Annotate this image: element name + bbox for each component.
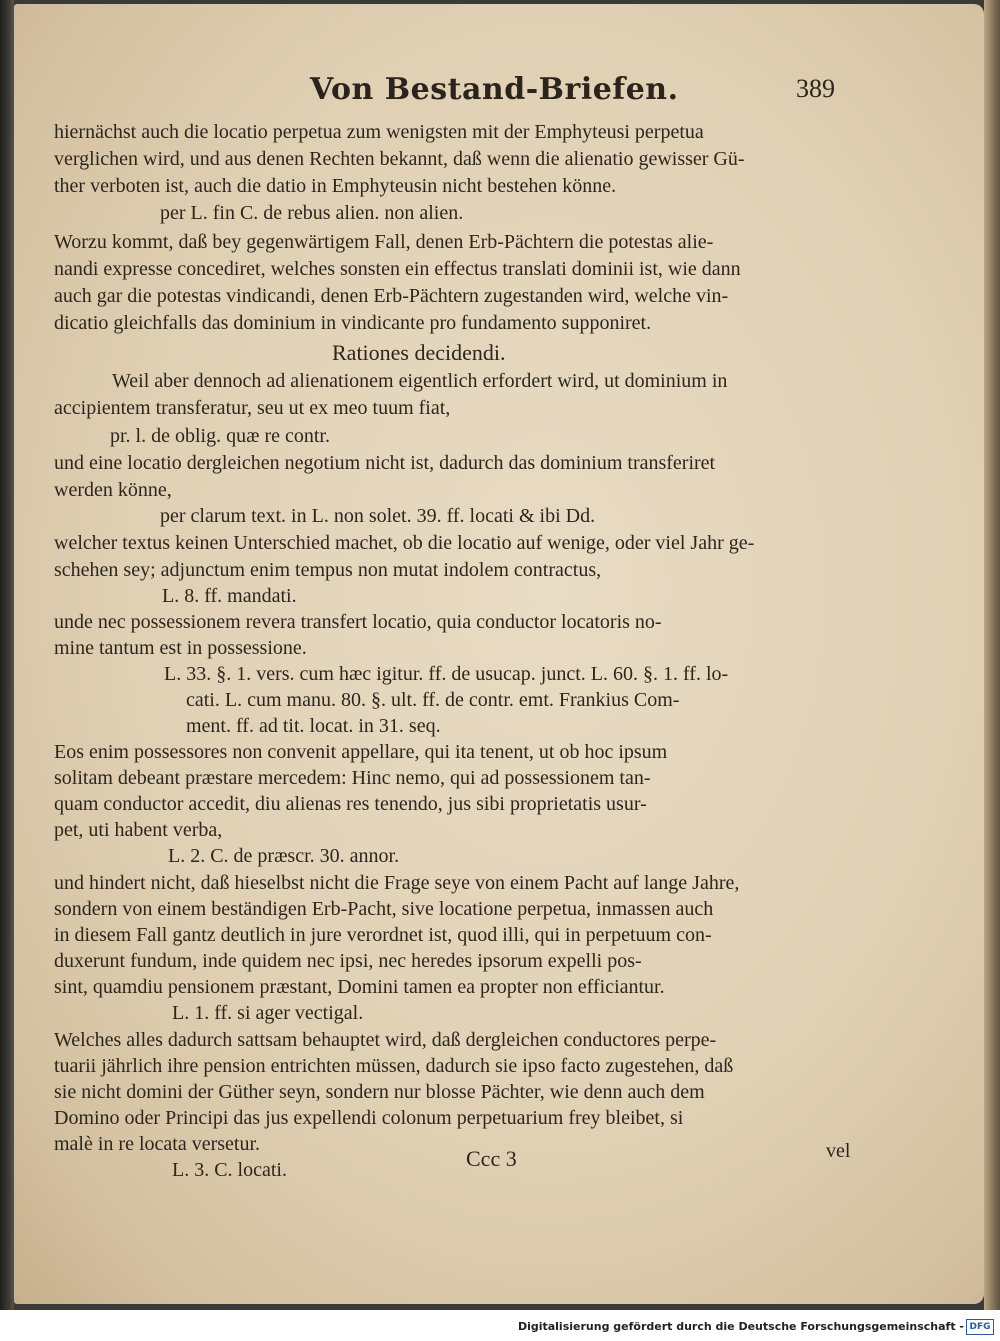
citation-line: cati. L. cum manu. 80. §. ult. ff. de contr. emt. Frankius Com-	[186, 689, 680, 711]
citation-line: pr. l. de oblig. quæ re contr.	[110, 425, 330, 447]
text-line: solitam debeant præstare mercedem: Hinc nemo, qui ad possessionem tan-	[54, 767, 651, 789]
text-line: malè in re locata versetur.	[54, 1133, 261, 1155]
running-head: Von Bestand-Briefen.	[310, 72, 679, 107]
citation-line: L. 33. §. 1. vers. cum hæc igitur. ff. de usucap. junct. L. 60. §. 1. ff. lo-	[164, 663, 729, 685]
page-number: 389	[796, 74, 835, 103]
text-line: dicatio gleichfalls das dominium in vindicante pro fundamento supponiret.	[54, 312, 652, 334]
text-line: ther verboten ist, auch die datio in Emphyteusin nicht bestehen könne.	[54, 175, 617, 197]
text-line: sie nicht domini der Güther seyn, sondern nur blosse Pächter, wie denn auch dem	[54, 1081, 705, 1103]
text-line: in diesem Fall gantz deutlich in jure verordnet ist, quod illi, qui in perpetuum con-	[54, 924, 712, 946]
text-line: quam conductor accedit, diu alienas res tenendo, jus sibi proprietatis usur-	[54, 793, 647, 815]
digitization-credit	[0, 1318, 1000, 1341]
text-line: duxerunt fundum, inde quidem nec ipsi, nec heredes ipsorum expelli pos-	[54, 950, 642, 972]
citation-line: L. 1. ff. si ager vectigal.	[172, 1002, 364, 1024]
text-line: nandi expresse concediret, welches sonsten ein effectus translati dominii ist, wie dann	[54, 258, 741, 280]
text-line: pet, uti habent verba,	[54, 819, 223, 841]
catchword: vel	[826, 1140, 851, 1162]
citation-line: L. 2. C. de præscr. 30. annor.	[168, 845, 400, 867]
citation-line: ment. ff. ad tit. locat. in 31. seq.	[186, 715, 441, 737]
text-line: mine tantum est in possessione.	[54, 637, 307, 659]
credit-text: Digitalisierung gefördert durch die Deutsche Forschungsgemeinschaft -	[517, 1320, 964, 1333]
text-line: Domino oder Principi das jus expellendi colonum perpetuarium frey bleibet, si	[54, 1107, 684, 1129]
text-line: verglichen wird, und aus denen Rechten bekannt, daß wenn die alienatio gewisser Gü-	[54, 148, 745, 170]
citation-line: per L. fin C. de rebus alien. non alien.	[160, 202, 464, 224]
text-line: auch gar die potestas vindicandi, denen Erb-Pächtern zugestanden wird, welche vin-	[54, 285, 729, 307]
text-line: und hindert nicht, daß hieselbst nicht die Frage seye von einem Pacht auf lange Jahre,	[54, 872, 740, 894]
text-line: Worzu kommt, daß bey gegenwärtigem Fall, denen Erb-Pächtern die potestas alie-	[54, 231, 714, 253]
signature-mark: Ccc 3	[466, 1146, 517, 1171]
text-line: accipientem transferatur, seu ut ex meo tuum fiat,	[54, 397, 451, 419]
book-binding	[0, 0, 14, 1310]
text-line: Weil aber dennoch ad alienationem eigentlich erfordert wird, ut dominium in	[112, 370, 728, 392]
text-line: welcher textus keinen Unterschied machet, ob die locatio auf wenige, oder viel Jahr ge-	[54, 532, 755, 554]
text-line: unde nec possessionem revera transfert locatio, quia conductor locatoris no-	[54, 611, 662, 633]
text-line: schehen sey; adjunctum enim tempus non mutat indolem contractus,	[54, 559, 602, 581]
text-line: Welches alles dadurch sattsam behauptet wird, daß dergleichen conductores perpe-	[54, 1029, 717, 1051]
text-line: tuarii jährlich ihre pension entrichten müssen, dadurch sie ipso facto zugestehen, daß	[54, 1055, 734, 1077]
text-line: sondern von einem beständigen Erb-Pacht, sive locatione perpetua, inmassen auch	[54, 898, 714, 920]
text-line: und eine locatio dergleichen negotium nicht ist, dadurch das dominium transferiret	[54, 452, 716, 474]
citation-line: L. 8. ff. mandati.	[162, 585, 297, 607]
text-line: Eos enim possessores non convenit appellare, qui ita tenent, ut ob hoc ipsum	[54, 741, 668, 763]
page-header	[0, 72, 1000, 112]
text-line: sint, quamdiu pensionem præstant, Domini tamen ea propter non efficiantur.	[54, 976, 665, 998]
text-line: hiernächst auch die locatio perpetua zum wenigsten mit der Emphyteusi perpetua	[54, 121, 704, 143]
page-edge	[984, 0, 1000, 1310]
section-heading: Rationes decidendi.	[332, 340, 506, 365]
dfg-logo-icon: DFG	[966, 1319, 994, 1335]
text-line: werden könne,	[54, 479, 172, 501]
citation-line: L. 3. C. locati.	[172, 1159, 287, 1181]
citation-line: per clarum text. in L. non solet. 39. ff. locati & ibi Dd.	[160, 505, 596, 527]
